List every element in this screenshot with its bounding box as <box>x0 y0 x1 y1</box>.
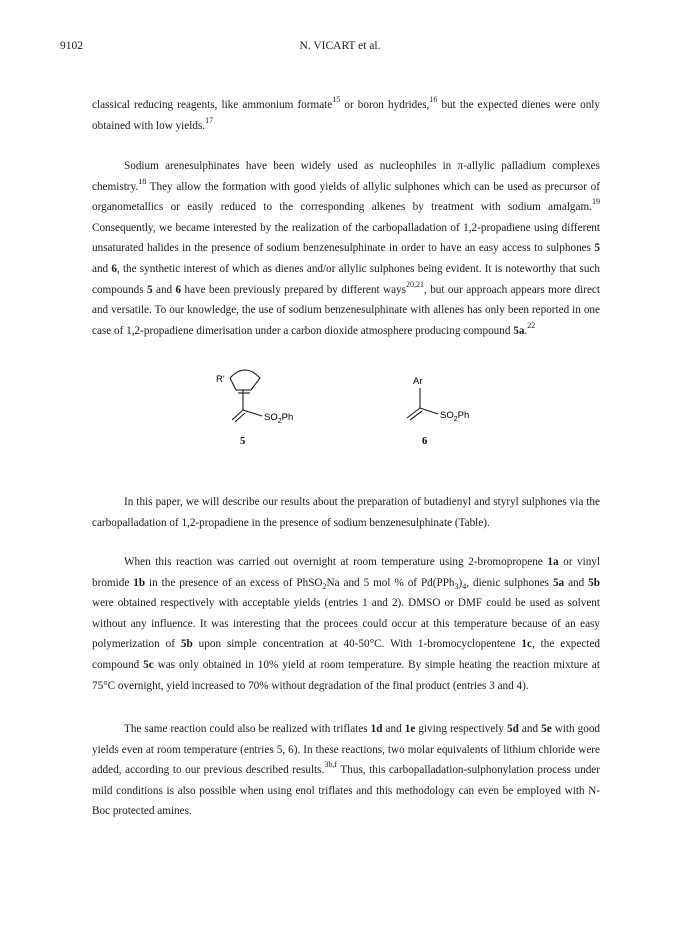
paragraph-3: In this paper, we will describe our results about the preparation of butadienyl and styryl sulphones via the carbopalladation of 1,2-propadiene in the presence of sodium benzenesulphinate (Table). <box>92 496 600 529</box>
structure-5 <box>230 370 262 422</box>
sulfonyl-label-5: $SO_2Ph$ <box>264 412 294 425</box>
structure-6 <box>407 388 438 420</box>
page-header <box>60 40 620 56</box>
substituent-label-6: Ar <box>413 376 423 387</box>
substituent-label-5: R' <box>216 374 225 385</box>
chemical-structures <box>200 360 500 480</box>
sulfonyl-label-6: $SO_2Ph$ <box>440 410 470 423</box>
running-head: N. VICART et al. <box>299 40 381 52</box>
paragraph-5: The same reaction could also be realized with triflates 1d and 1e giving respectively 5d and 5e with good yields even at room temperature (entries 5, 6). In these reactions, two molar equivalents of lithium chloride were added, according to our previous described results.$^{3b,f}$ Thus, this carbopalladation-sulphonylation process under mild conditions is also possible when using enol triflates and this methodology can even be employed with N-Boc protected amines. <box>92 723 601 818</box>
compound-number-6: 6 <box>422 436 428 447</box>
paragraph-2: Sodium arenesulphinates have been widely used as nucleophiles in π-allylic palladium complexes chemistry.$^{18}$ They allow the formation with good yields of allylic sulphones which can be used as precursor of organometallics or easily reduced to the corresponding alkenes by treatment with sodium amalgam.$^{19}$ Consequently, we became interested by the realization of the carbopalladation of 1,2-propadiene using different unsaturated halides in the presence of sodium benzenesulphinate in order to have an easy access to sulphones 5 and 6, the synthetic interest of which as dienes and/or allylic sulphones being evident. It is noteworthy that such compounds 5 and 6 have been previously prepared by different ways$^{20,21}$, but our approach appears more direct and versatile. To our knowledge, the use of sodium benzenesulphinate with allenes has only been reported in one case of 1,2-propadiene dimerisation under a carbon dioxide atmosphere producing compound 5a.$^{22}$ <box>92 160 601 337</box>
paragraph-1: classical reducing reagents, like ammonium formate$^{15}$ or boron hydrides,$^{16}$ but the expected dienes were only obtained with low yields.$^{17}$ <box>92 95 600 132</box>
structure-drawing <box>200 360 500 480</box>
page-number: 9102 <box>60 40 83 52</box>
paragraph-4: When this reaction was carried out overnight at room temperature using 2-bromopropene 1a or vinyl bromide 1b in the presence of an excess of PhSO$_2$Na and 5 mol % of $Pd(PPh_3)_4$, dienic sulphones 5a and 5b were obtained respectively with acceptable yields (entries 1 and 2). DMSO or DMF could be used as solvent without any influence. It was interesting that the procees could occur at this temperature because of an easy polymerization of 5b upon simple concentration at 40-50°C. With 1-bromocyclopentene 1c, the expected compound 5c was only obtained in 10% yield at room temperature. By simple heating the reaction mixture at 75°C overnight, yield increased to 70% without degradation of the final product (entries 3 and 4). <box>92 556 600 692</box>
compound-number-5: 5 <box>240 436 246 447</box>
